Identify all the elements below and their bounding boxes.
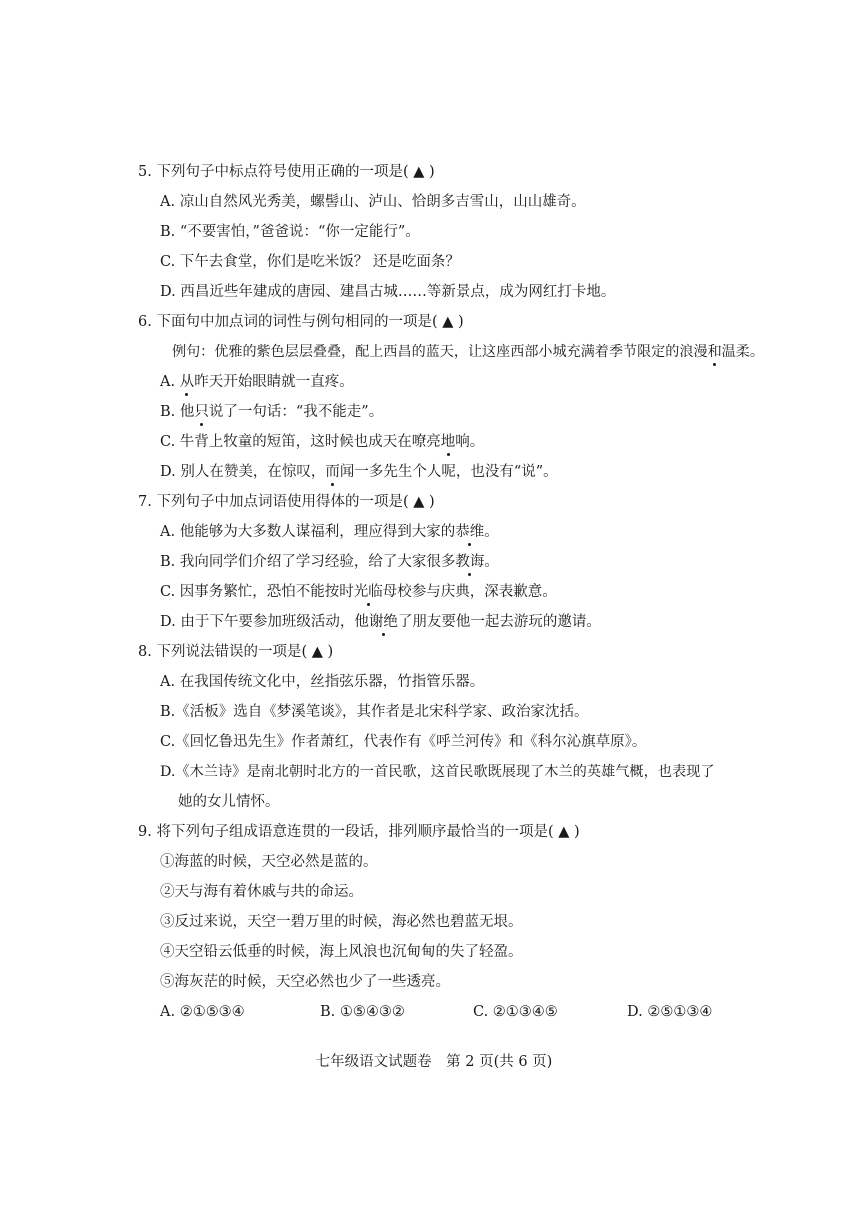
q6-d-post: 闻一多先生个人呢，也没有“说”。 <box>339 464 558 480</box>
q6-c-post: 响。 <box>455 434 485 450</box>
q7-a-post: 。 <box>484 524 499 540</box>
page-footer: 七年级语文试题卷 第 2 页(共 6 页) <box>315 1054 553 1070</box>
q7-option-a <box>160 522 499 542</box>
q7-c-pre: C. 因事务繁忙，恐怕不能按时 <box>160 584 354 600</box>
q7-option-b <box>160 552 499 572</box>
q6-option-a <box>160 372 354 392</box>
q7-b-dotted-word: 教诲 <box>455 554 485 570</box>
q5-option-b: B. “不要害怕，”爸爸说：“你一定能行”。 <box>160 224 420 240</box>
q6-example <box>172 342 764 362</box>
q5-stem: 5. 下列句子中标点符号使用正确的一项是( ▲ ) <box>138 164 435 180</box>
q7-c-dotted-word: 光临 <box>353 584 383 600</box>
q6-option-d <box>160 462 558 482</box>
q8-option-b: B.《活板》选自《梦溪笔谈》，其作者是北宋科学家、政治家沈括。 <box>160 704 589 720</box>
q7-a-pre: A. 他能够为大多数人谋福利，理应得到大家的 <box>160 524 456 540</box>
q5-option-d: D. 西昌近些年建成的唐园、建昌古城……等新景点，成为网红打卡地。 <box>160 284 616 300</box>
q7-a-dotted-word: 恭维 <box>455 524 485 540</box>
q7-b-pre: B. 我向同学们介绍了学习经验，给了大家很多 <box>160 554 456 570</box>
q7-d-post: 了朋友要他一起去游玩的邀请。 <box>397 614 601 630</box>
q9-sentence-1: ①海蓝的时候，天空必然是蓝的。 <box>160 854 378 870</box>
q5-option-a: A. 凉山自然风光秀美，螺髻山、泸山、恰朗多吉雪山，山山雄奇。 <box>160 194 586 210</box>
q6-c-dotted-word: 地 <box>440 434 456 450</box>
q6-c-pre: C. 牛背上牧童的短笛，这时候也成天在嘹亮 <box>160 434 441 450</box>
q9-stem: 9. 将下列句子组成语意连贯的一段话，排列顺序最恰当的一项是( ▲ ) <box>138 824 580 840</box>
q6-stem: 6. 下面句中加点词的词性与例句相同的一项是( ▲ ) <box>138 314 464 330</box>
q9-options <box>0 1002 868 1022</box>
q6-a-dotted-word: 从 <box>179 374 195 390</box>
q8-stem: 8. 下列说法错误的一项是( ▲ ) <box>138 644 334 660</box>
q7-option-d <box>160 612 601 632</box>
q6-option-b <box>160 402 383 422</box>
q6-d-dotted-word: 而 <box>325 464 340 480</box>
q9-sentence-4: ④天空铅云低垂的时候，海上风浪也沉甸甸的失了轻盈。 <box>160 944 523 960</box>
q8-option-d-line2: 她的女儿情怀。 <box>178 794 280 810</box>
q7-option-c <box>160 582 557 602</box>
q6-b-dotted-word: 只 <box>194 404 209 420</box>
q6-example-dotted-word: 和 <box>707 344 722 360</box>
q6-a-pre: A. <box>160 374 180 390</box>
q7-stem: 7. 下列句子中加点词语使用得体的一项是( ▲ ) <box>138 494 435 510</box>
q5-option-c: C. 下午去食堂，你们是吃米饭？ 还是吃面条？ <box>160 254 460 270</box>
q6-d-pre: D. 别人在赞美，在惊叹， <box>160 464 326 480</box>
q6-b-post: 说了一句话：“我不能走”。 <box>208 404 384 420</box>
q7-b-post: 。 <box>484 554 499 570</box>
q9-sentence-5: ⑤海灰茫的时候，天空必然也少了一些透亮。 <box>160 974 450 990</box>
q8-option-d-line1: D.《木兰诗》是南北朝时北方的一首民歌，这首民歌既展现了木兰的英雄气概，也表现了 <box>160 764 715 780</box>
q9-option-d: D. ②⑤①③④ <box>627 1004 713 1020</box>
q6-example-post: 温柔。 <box>721 344 764 360</box>
q7-c-post: 母校参与庆典，深表歉意。 <box>382 584 557 600</box>
q7-d-dotted-word: 谢绝 <box>368 614 398 630</box>
q6-option-c <box>160 432 484 452</box>
q9-sentence-3: ③反过来说，天空一碧万里的时候，海必然也碧蓝无垠。 <box>160 914 523 930</box>
q6-a-post: 昨天开始眼睛就一直疼。 <box>194 374 354 390</box>
q6-example-pre: 例句：优雅的紫色层层叠叠，配上西昌的蓝天，让这座西部小城充满着季节限定的浪漫 <box>172 344 708 360</box>
q9-option-a: A. ②①⑤③④ <box>160 1004 245 1020</box>
q9-sentence-2: ②天与海有着休戚与共的命运。 <box>160 884 363 900</box>
q8-option-a: A. 在我国传统文化中，丝指弦乐器，竹指管乐器。 <box>160 674 485 690</box>
q9-option-b: B. ①⑤④③② <box>320 1004 405 1020</box>
q6-b-pre: B. 他 <box>160 404 195 420</box>
q7-d-pre: D. 由于下午要参加班级活动，他 <box>160 614 369 630</box>
q9-option-c: C. ②①③④⑤ <box>473 1004 558 1020</box>
q8-option-c: C.《回忆鲁迅先生》作者萧红，代表作有《呼兰河传》和《科尔沁旗草原》。 <box>160 734 647 750</box>
